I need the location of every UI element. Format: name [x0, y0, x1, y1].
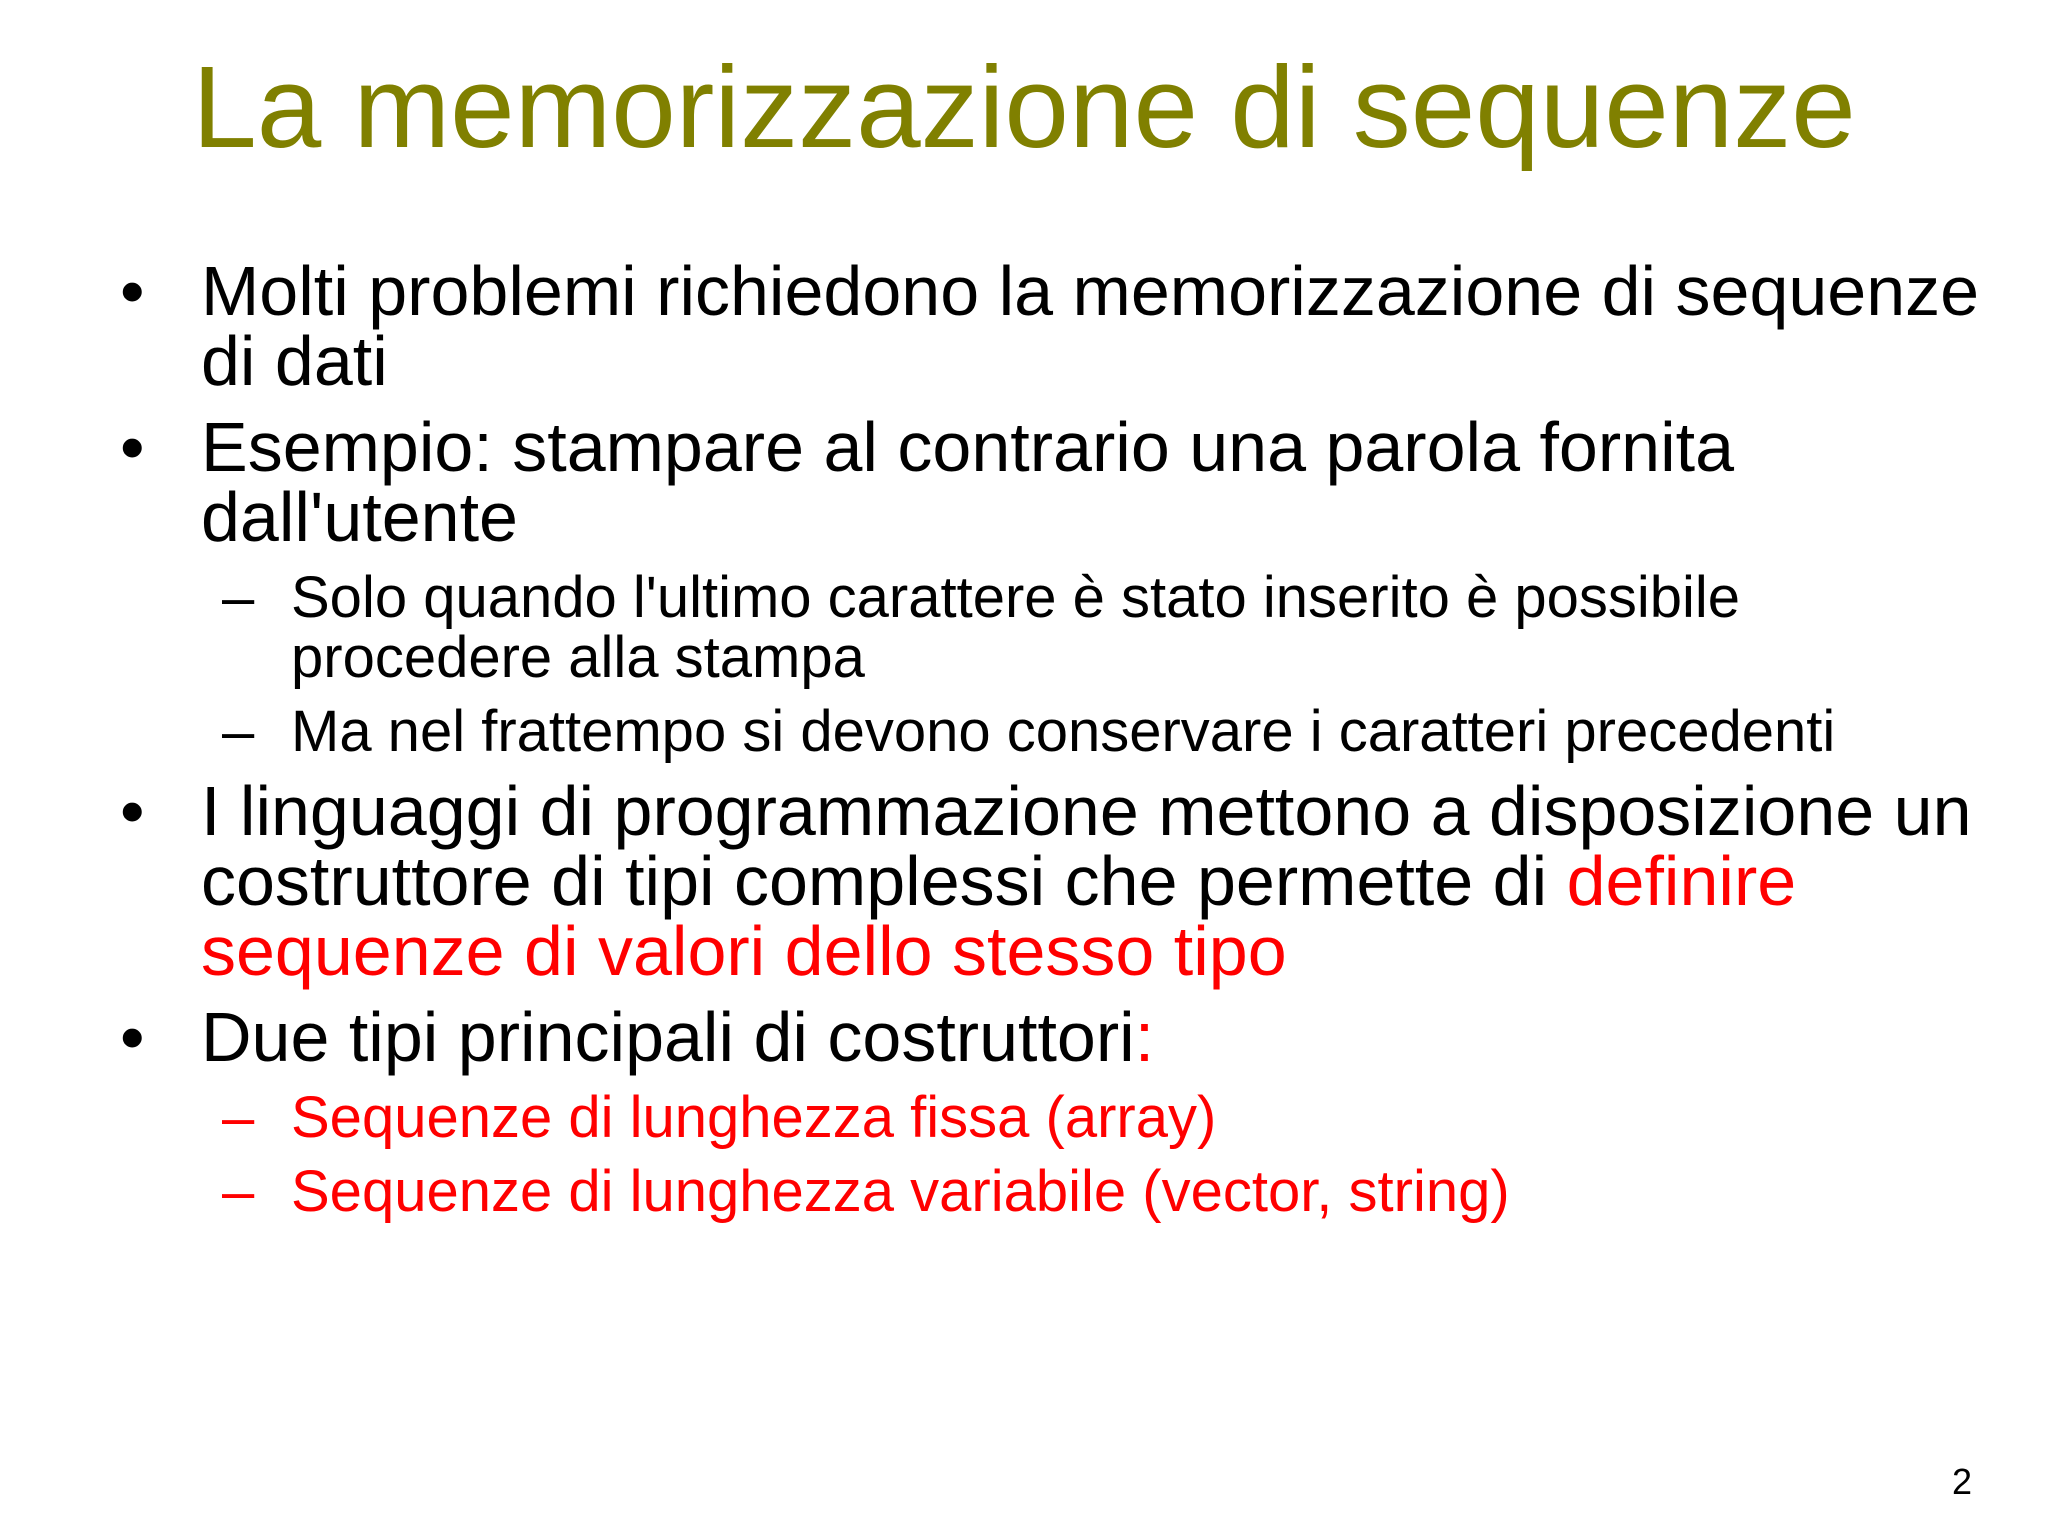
bullet-item	[0, 998, 2048, 1076]
sub-bullet-text: Solo quando l'ultimo carattere è stato inserito è possibile procedere alla stampa	[291, 565, 1741, 690]
sub-bullet-text: Sequenze di lunghezza fissa (array)	[291, 1085, 1217, 1150]
dash-marker: –	[222, 1085, 255, 1150]
sub-bullet-item	[0, 1159, 2048, 1224]
sub-bullet-item	[0, 1085, 2048, 1150]
sub-bullet-item	[0, 565, 2048, 690]
highlighted-colon: :	[1134, 998, 1155, 1076]
bullet-item	[0, 772, 2048, 990]
bullet-item	[0, 252, 2048, 400]
dash-marker: –	[222, 565, 255, 630]
bullet-marker: •	[120, 408, 145, 486]
sub-bullet-text: Ma nel frattempo si devono conservare i caratteri precedenti	[291, 699, 1836, 764]
dash-marker: –	[222, 1159, 255, 1224]
bullet-list	[0, 252, 2048, 1236]
sub-bullet-item	[0, 699, 2048, 764]
bullet-text: Due tipi principali di costruttori	[201, 998, 1135, 1076]
bullet-text: Molti problemi richiedono la memorizzazione di sequenze di dati	[201, 252, 1980, 400]
bullet-text: Esempio: stampare al contrario una parola fornita dall'utente	[201, 408, 1735, 556]
page-number: 2	[1951, 1461, 1972, 1502]
dash-marker: –	[222, 699, 255, 764]
bullet-text: I linguaggi di programmazione mettono a disposizione un costruttore di tipi complessi che permette di	[201, 772, 1972, 920]
bullet-item	[0, 408, 2048, 556]
slide-title: La memorizzazione di sequenze	[192, 42, 1856, 172]
bullet-marker: •	[120, 998, 145, 1076]
bullet-marker: •	[120, 252, 145, 330]
highlighted-text: definire sequenze di valori dello stesso tipo	[201, 842, 1797, 990]
sub-bullet-text: Sequenze di lunghezza variabile (vector, string)	[291, 1159, 1510, 1224]
bullet-marker: •	[120, 772, 145, 850]
